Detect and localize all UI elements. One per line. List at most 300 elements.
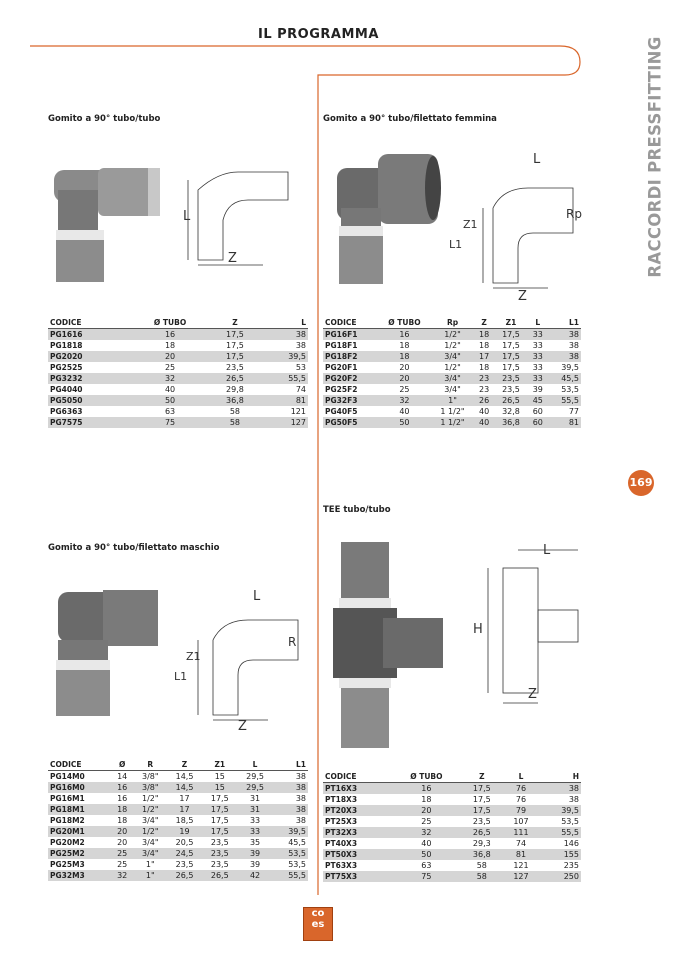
table-cell: 3/8" bbox=[134, 782, 167, 793]
table-cell: 74 bbox=[515, 839, 527, 848]
table-cell: 55,5 bbox=[259, 373, 308, 384]
table-cell: 155 bbox=[539, 849, 581, 860]
table-cell: 50 bbox=[377, 417, 431, 428]
column-header: Z bbox=[211, 316, 260, 329]
table-cell: 26 bbox=[474, 395, 495, 406]
table-cell: PT32X3 bbox=[323, 827, 392, 838]
table-cell: 20 bbox=[111, 826, 134, 837]
table-cell: 36,8 bbox=[495, 417, 528, 428]
table-cell: 60 bbox=[527, 417, 548, 428]
table-cell: 58 bbox=[461, 871, 503, 882]
table-cell: PT50X3 bbox=[323, 849, 392, 860]
table-cell: 1 1/2" bbox=[440, 407, 465, 416]
table-row bbox=[48, 384, 308, 395]
table-cell: 14,5 bbox=[167, 782, 202, 793]
table-cell: 23,5 bbox=[210, 860, 229, 869]
dim-label: L bbox=[533, 152, 541, 167]
fitting-photo bbox=[333, 542, 443, 748]
table-cell: 16 bbox=[130, 329, 211, 341]
table-cell: 18 bbox=[399, 341, 410, 350]
table-cell: 33 bbox=[237, 826, 272, 837]
table-row bbox=[323, 351, 581, 362]
table-cell: 16 bbox=[377, 329, 431, 341]
section-illustrations bbox=[323, 538, 583, 758]
column-header: H bbox=[539, 770, 581, 783]
dim-label: L1 bbox=[449, 238, 463, 251]
table-cell: 53,5 bbox=[288, 860, 306, 869]
table-cell: 77 bbox=[568, 407, 579, 416]
table-cell: 23,5 bbox=[502, 385, 520, 394]
product-table bbox=[323, 316, 581, 428]
table-cell: PG1616 bbox=[48, 329, 130, 341]
column-header: CODICE bbox=[323, 770, 392, 783]
table-cell: 38 bbox=[568, 795, 579, 804]
table-cell: 38 bbox=[273, 804, 308, 815]
table-cell: PG25M2 bbox=[48, 848, 111, 859]
table-cell: 18 bbox=[474, 329, 495, 341]
table-row bbox=[48, 351, 308, 362]
table-cell: 26,5 bbox=[461, 827, 503, 838]
table-cell: 23,5 bbox=[472, 817, 491, 826]
table-row bbox=[48, 815, 308, 826]
table-row bbox=[48, 395, 308, 406]
table-cell: 18 bbox=[479, 341, 490, 350]
dim-label: H bbox=[473, 622, 483, 637]
table-row bbox=[48, 782, 308, 793]
table-row bbox=[48, 837, 308, 848]
table-cell: 40 bbox=[399, 407, 410, 416]
table-cell: 81 bbox=[259, 395, 308, 406]
table-cell: 79 bbox=[503, 805, 540, 816]
table-cell: 3/4" bbox=[141, 838, 159, 847]
table-cell: 20,5 bbox=[175, 838, 194, 847]
table-cell: 38 bbox=[259, 329, 308, 341]
table-row bbox=[323, 373, 581, 384]
table-cell: PT63X3 bbox=[325, 861, 358, 870]
table-cell: 16 bbox=[117, 794, 128, 803]
table-cell: 38 bbox=[539, 783, 581, 795]
table-cell: 3/8" bbox=[141, 772, 159, 781]
table-cell: PG7575 bbox=[48, 417, 130, 428]
dim-label: L bbox=[183, 209, 191, 224]
table-cell: 32 bbox=[130, 373, 211, 384]
table-cell: 63 bbox=[421, 861, 432, 870]
product-table bbox=[48, 316, 308, 428]
table-cell: 20 bbox=[392, 805, 461, 816]
table-cell: 17,5 bbox=[211, 351, 260, 362]
table-cell: 1" bbox=[432, 395, 474, 406]
table-cell: 26,5 bbox=[167, 870, 202, 881]
table-cell: 25 bbox=[117, 860, 128, 869]
table-cell: PG3232 bbox=[48, 373, 130, 384]
table-cell: 39,5 bbox=[259, 351, 308, 362]
table-cell: 50 bbox=[130, 395, 211, 406]
table-cell: 42 bbox=[237, 870, 272, 881]
column-header: Ø TUBO bbox=[130, 316, 211, 329]
table-cell: 17,5 bbox=[202, 804, 237, 815]
table-cell: 29,5 bbox=[237, 782, 272, 793]
table-cell: 58 bbox=[476, 861, 487, 870]
section-title: Gomito a 90° tubo/filettato maschio bbox=[48, 543, 220, 553]
table-cell: PG18M1 bbox=[48, 804, 111, 815]
table-cell: 250 bbox=[539, 871, 581, 882]
table-cell: 1" bbox=[134, 870, 167, 881]
fitting-photo bbox=[56, 590, 158, 716]
dim-label: Z bbox=[238, 719, 247, 734]
table-cell: 3/4" bbox=[134, 848, 167, 859]
table-cell: 75 bbox=[130, 417, 211, 428]
technical-drawing bbox=[188, 172, 288, 265]
dim-label: Z bbox=[528, 687, 537, 702]
dim-label: L bbox=[543, 543, 551, 558]
table-cell: 17,5 bbox=[502, 363, 520, 372]
table-cell: 33 bbox=[532, 363, 543, 372]
table-cell: 17 bbox=[167, 804, 202, 815]
table-cell: 18 bbox=[479, 363, 490, 372]
table-cell: 40 bbox=[421, 839, 432, 848]
table-cell: 17,5 bbox=[211, 329, 260, 341]
table-cell: 38 bbox=[548, 351, 581, 362]
table-cell: 23,5 bbox=[175, 860, 194, 869]
table-cell: 39 bbox=[532, 385, 543, 394]
table-cell: 32 bbox=[377, 395, 431, 406]
table-row bbox=[48, 804, 308, 815]
table-row bbox=[323, 805, 581, 816]
table-cell: PG18F1 bbox=[325, 341, 358, 350]
column-header: L bbox=[237, 758, 272, 771]
dim-label: Z1 bbox=[463, 218, 478, 231]
table-cell: 63 bbox=[164, 407, 176, 416]
page-number-badge: 169 bbox=[628, 470, 654, 496]
table-row bbox=[323, 417, 581, 428]
table-row bbox=[48, 340, 308, 351]
column-header: L bbox=[527, 316, 548, 329]
table-row bbox=[48, 793, 308, 804]
table-cell: 29,5 bbox=[246, 772, 264, 781]
table-cell: PG25F2 bbox=[325, 385, 358, 394]
section-title: Gomito a 90° tubo/tubo bbox=[48, 114, 161, 124]
table-cell: 17,5 bbox=[202, 826, 237, 837]
table-cell: 26,5 bbox=[202, 870, 237, 881]
table-cell: 38 bbox=[548, 329, 581, 341]
table-cell: 40 bbox=[479, 407, 490, 416]
table-row bbox=[48, 848, 308, 859]
table-row bbox=[323, 860, 581, 871]
table-cell: PG20M1 bbox=[48, 826, 111, 837]
table-cell: 33 bbox=[249, 816, 261, 825]
table-row bbox=[323, 849, 581, 860]
dim-label: Z bbox=[518, 289, 527, 304]
table-cell: 55,5 bbox=[273, 870, 308, 881]
table-cell: 76 bbox=[515, 795, 527, 804]
table-cell: 20 bbox=[117, 838, 128, 847]
section-title: Gomito a 90° tubo/filettato femmina bbox=[323, 114, 497, 124]
table-cell: 40 bbox=[164, 385, 176, 394]
table-cell: 121 bbox=[513, 861, 529, 870]
table-cell: 17,5 bbox=[210, 794, 229, 803]
table-cell: PG5050 bbox=[48, 395, 130, 406]
table-cell: 38 bbox=[295, 772, 306, 781]
table-cell: 3/4" bbox=[444, 385, 461, 394]
table-cell: 24,5 bbox=[167, 848, 202, 859]
table-cell: 45 bbox=[527, 395, 548, 406]
table-cell: 1/2" bbox=[444, 363, 461, 372]
table-cell: PG20F2 bbox=[323, 373, 377, 384]
table-cell: PG50F5 bbox=[323, 417, 377, 428]
table-cell: 1 1/2" bbox=[432, 417, 474, 428]
table-cell: 1/2" bbox=[444, 341, 461, 350]
table-cell: 17,5 bbox=[495, 351, 528, 362]
table-cell: 107 bbox=[513, 817, 529, 826]
table-cell: PT16X3 bbox=[323, 783, 392, 795]
table-cell: 29,8 bbox=[226, 385, 244, 394]
table-row bbox=[48, 362, 308, 373]
table-cell: PG4040 bbox=[50, 385, 83, 394]
table-cell: 1/2" bbox=[141, 794, 159, 803]
table-cell: 50 bbox=[392, 849, 461, 860]
table-cell: 55,5 bbox=[539, 827, 581, 838]
table-cell: 1/2" bbox=[134, 804, 167, 815]
product-table bbox=[48, 758, 308, 881]
table-cell: PG14M0 bbox=[50, 772, 85, 781]
table-cell: 60 bbox=[532, 407, 543, 416]
table-cell: 29,3 bbox=[472, 839, 491, 848]
table-cell: PT18X3 bbox=[325, 795, 358, 804]
table-cell: 75 bbox=[392, 871, 461, 882]
table-cell: PG16F1 bbox=[323, 329, 377, 341]
table-cell: 20 bbox=[377, 373, 431, 384]
table-cell: 36,8 bbox=[461, 849, 503, 860]
section-title: TEE tubo/tubo bbox=[323, 505, 391, 515]
table-cell: 58 bbox=[229, 407, 241, 416]
table-cell: 235 bbox=[563, 861, 579, 870]
table-cell: 18 bbox=[377, 351, 431, 362]
table-cell: PG25M3 bbox=[50, 860, 85, 869]
table-cell: 39,5 bbox=[561, 363, 579, 372]
table-cell: 33 bbox=[532, 341, 543, 350]
table-cell: 36,8 bbox=[211, 395, 260, 406]
table-cell: PG6363 bbox=[50, 407, 83, 416]
column-header: L bbox=[503, 770, 540, 783]
table-cell: PT20X3 bbox=[323, 805, 392, 816]
table-cell: 23,5 bbox=[202, 848, 237, 859]
column-header: CODICE bbox=[48, 316, 130, 329]
table-cell: 33 bbox=[527, 351, 548, 362]
table-cell: 16 bbox=[392, 783, 461, 795]
table-cell: 18,5 bbox=[175, 816, 194, 825]
table-cell: 146 bbox=[563, 839, 579, 848]
table-cell: 81 bbox=[548, 417, 581, 428]
table-cell: 33 bbox=[527, 329, 548, 341]
table-cell: 16 bbox=[111, 782, 134, 793]
table-cell: 53,5 bbox=[561, 385, 579, 394]
table-cell: 17,5 bbox=[472, 795, 491, 804]
table-cell: 15 bbox=[214, 772, 225, 781]
product-table bbox=[323, 770, 581, 882]
table-cell: 18 bbox=[421, 795, 432, 804]
table-cell: 40 bbox=[474, 417, 495, 428]
table-row bbox=[323, 340, 581, 351]
table-cell: 38 bbox=[295, 794, 306, 803]
table-cell: 39 bbox=[249, 860, 261, 869]
table-cell: 55,5 bbox=[548, 395, 581, 406]
table-cell: 17,5 bbox=[226, 341, 244, 350]
section-illustrations bbox=[323, 148, 583, 308]
column-header: Z bbox=[474, 316, 495, 329]
table-cell: 23 bbox=[479, 385, 490, 394]
table-cell: PG40F5 bbox=[325, 407, 358, 416]
table-row bbox=[323, 406, 581, 417]
column-header: CODICE bbox=[323, 316, 377, 329]
table-row bbox=[323, 384, 581, 395]
column-header: Ø TUBO bbox=[392, 770, 461, 783]
table-cell: 38 bbox=[568, 341, 579, 350]
fitting-photo bbox=[337, 154, 441, 284]
table-row bbox=[48, 870, 308, 881]
table-cell: 33 bbox=[527, 373, 548, 384]
table-cell: 17 bbox=[474, 351, 495, 362]
table-cell: 17,5 bbox=[461, 783, 503, 795]
table-cell: 53 bbox=[295, 363, 306, 372]
table-cell: 17,5 bbox=[495, 329, 528, 341]
table-row bbox=[48, 417, 308, 428]
table-cell: 58 bbox=[211, 417, 260, 428]
table-cell: PG18F2 bbox=[323, 351, 377, 362]
table-cell: 1/2" bbox=[432, 329, 474, 341]
table-cell: 111 bbox=[503, 827, 540, 838]
table-cell: PG18M2 bbox=[50, 816, 85, 825]
dim-label: Z1 bbox=[186, 650, 201, 663]
table-row bbox=[323, 816, 581, 827]
table-cell: 31 bbox=[249, 794, 261, 803]
table-cell: 81 bbox=[503, 849, 540, 860]
table-cell: 38 bbox=[295, 341, 306, 350]
table-cell: 3/4" bbox=[432, 373, 474, 384]
table-row bbox=[323, 329, 581, 341]
table-cell: 26,5 bbox=[495, 395, 528, 406]
table-row bbox=[323, 395, 581, 406]
table-cell: PG16M1 bbox=[50, 794, 85, 803]
table-cell: 23 bbox=[474, 373, 495, 384]
table-cell: 26,5 bbox=[211, 373, 260, 384]
table-cell: 32 bbox=[392, 827, 461, 838]
table-row bbox=[48, 373, 308, 384]
table-cell: 14 bbox=[117, 772, 128, 781]
column-header: L1 bbox=[548, 316, 581, 329]
table-cell: 45,5 bbox=[548, 373, 581, 384]
column-header: Z1 bbox=[495, 316, 528, 329]
column-header: L1 bbox=[273, 758, 308, 771]
table-cell: 35 bbox=[249, 838, 261, 847]
table-cell: 45,5 bbox=[288, 838, 306, 847]
column-header: Rp bbox=[432, 316, 474, 329]
table-cell: 39 bbox=[237, 848, 272, 859]
table-cell: 25 bbox=[111, 848, 134, 859]
table-cell: 25 bbox=[164, 363, 176, 372]
table-cell: PT75X3 bbox=[323, 871, 392, 882]
dim-label: R bbox=[288, 635, 297, 649]
table-row bbox=[323, 794, 581, 805]
column-header: Ø bbox=[111, 758, 134, 771]
page-title: IL PROGRAMMA bbox=[258, 27, 379, 42]
table-cell: 32 bbox=[111, 870, 134, 881]
table-row bbox=[323, 362, 581, 373]
table-row bbox=[323, 838, 581, 849]
technical-drawing bbox=[198, 620, 298, 720]
table-cell: 1/2" bbox=[134, 826, 167, 837]
table-cell: 23,5 bbox=[495, 373, 528, 384]
column-header: Z bbox=[167, 758, 202, 771]
table-cell: 3/4" bbox=[141, 816, 159, 825]
table-cell: 3/4" bbox=[432, 351, 474, 362]
table-cell: 53,5 bbox=[273, 848, 308, 859]
column-header: Z bbox=[461, 770, 503, 783]
table-cell: 39,5 bbox=[273, 826, 308, 837]
brand-logo: co es bbox=[303, 907, 333, 941]
column-header: CODICE bbox=[48, 758, 111, 771]
table-cell: 127 bbox=[503, 871, 540, 882]
table-cell: 14,5 bbox=[175, 772, 194, 781]
table-row bbox=[48, 329, 308, 341]
table-cell: PG16M0 bbox=[48, 782, 111, 793]
table-cell: PG1818 bbox=[50, 341, 83, 350]
column-header: L bbox=[259, 316, 308, 329]
table-cell: 76 bbox=[503, 783, 540, 795]
table-cell: 23,5 bbox=[210, 838, 229, 847]
table-cell: PG32M3 bbox=[48, 870, 111, 881]
section-illustrations bbox=[48, 160, 308, 290]
table-row bbox=[48, 859, 308, 870]
column-header: Z1 bbox=[202, 758, 237, 771]
dim-label: L bbox=[253, 589, 261, 604]
table-cell: PT40X3 bbox=[325, 839, 358, 848]
table-cell: 39,5 bbox=[539, 805, 581, 816]
table-cell: 121 bbox=[290, 407, 306, 416]
table-cell: PG20M2 bbox=[50, 838, 85, 847]
table-row bbox=[48, 406, 308, 417]
table-cell: 38 bbox=[295, 816, 306, 825]
table-cell: 32,8 bbox=[502, 407, 520, 416]
table-cell: 17,5 bbox=[502, 341, 520, 350]
table-cell: 20 bbox=[130, 351, 211, 362]
dim-label: L1 bbox=[174, 670, 188, 683]
table-cell: 18 bbox=[111, 804, 134, 815]
side-category-label: RACCORDI PRESSFITTING bbox=[645, 36, 665, 278]
dim-label: Rp bbox=[566, 207, 582, 221]
table-cell: 17,5 bbox=[461, 805, 503, 816]
column-header: R bbox=[134, 758, 167, 771]
column-header: Ø TUBO bbox=[377, 316, 431, 329]
technical-drawing bbox=[488, 550, 578, 703]
table-cell: 23,5 bbox=[226, 363, 244, 372]
table-cell: PG2525 bbox=[50, 363, 83, 372]
technical-drawing bbox=[483, 188, 573, 288]
table-cell: PG2020 bbox=[48, 351, 130, 362]
table-row bbox=[323, 827, 581, 838]
table-cell: 38 bbox=[273, 782, 308, 793]
table-row bbox=[48, 826, 308, 837]
table-cell: 31 bbox=[237, 804, 272, 815]
table-cell: 15 bbox=[202, 782, 237, 793]
table-cell: 74 bbox=[295, 385, 306, 394]
table-row bbox=[323, 783, 581, 795]
table-cell: 1" bbox=[145, 860, 155, 869]
table-cell: 53,5 bbox=[561, 817, 579, 826]
table-cell: PG20F1 bbox=[325, 363, 358, 372]
table-cell: PT25X3 bbox=[325, 817, 358, 826]
section-illustrations bbox=[48, 580, 308, 740]
table-cell: 17 bbox=[179, 794, 190, 803]
